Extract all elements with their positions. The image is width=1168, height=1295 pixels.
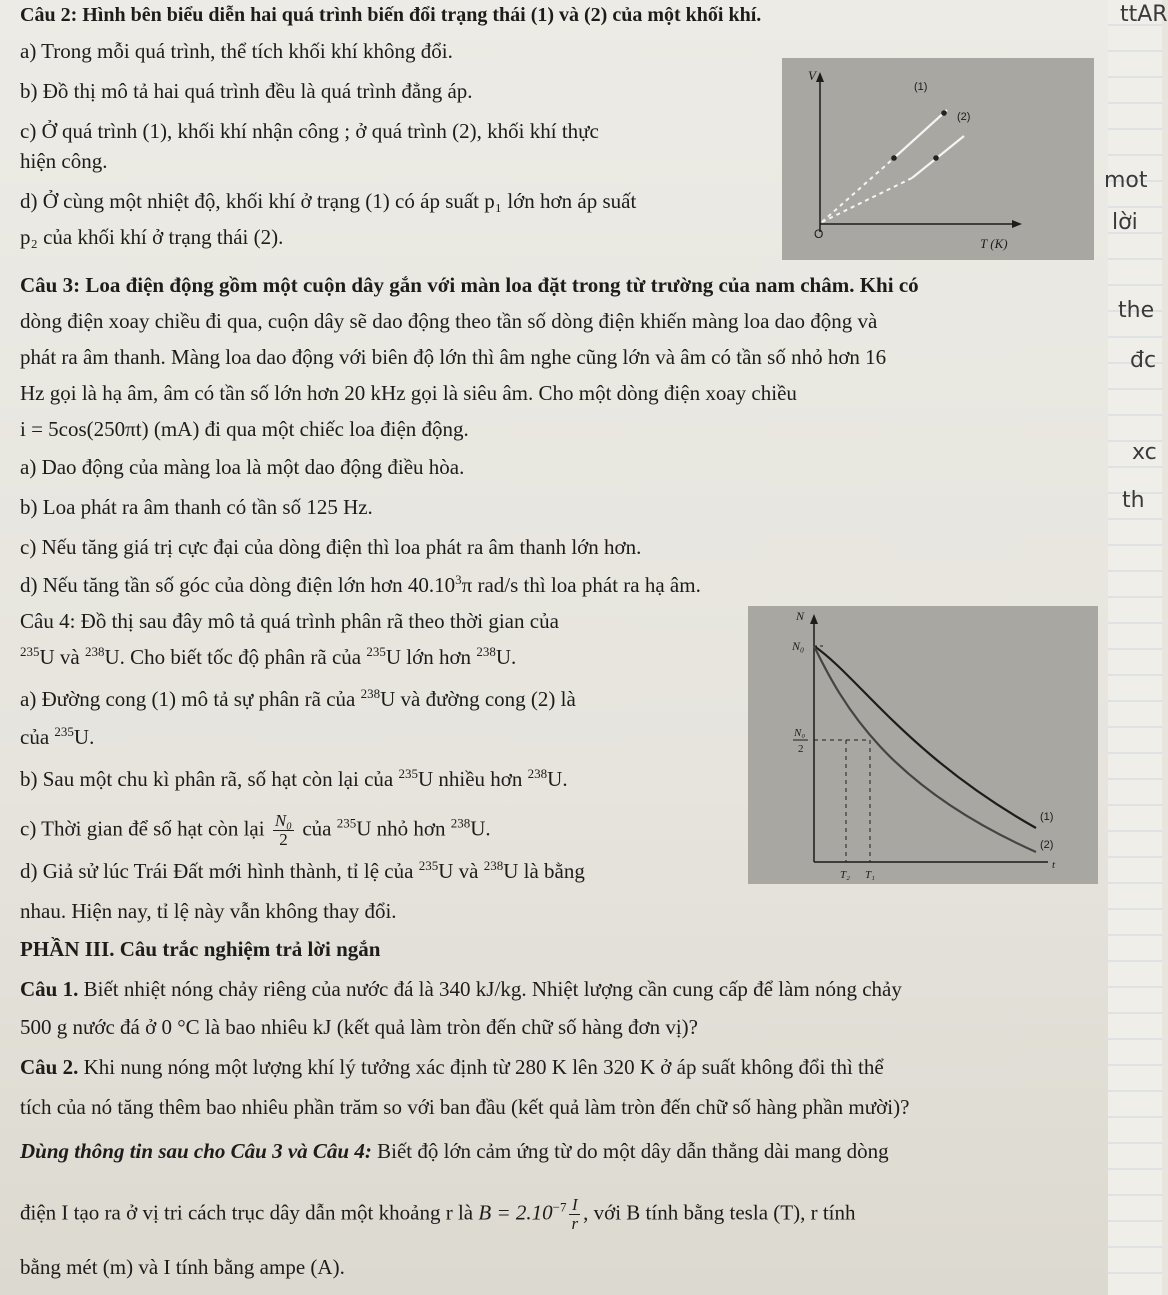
- q3-stem-text: Câu 3: Loa điện động gồm một cuộn dây gắn với màn loa đặt trong từ trường của nam châm. Khi có: [20, 273, 919, 297]
- q3-option-c: c) Nếu tăng giá trị cực đại của dòng điện thì loa phát ra âm thanh lớn hơn.: [20, 535, 642, 559]
- q4-graph-svg: [748, 606, 1098, 884]
- notebook-margin: [1104, 0, 1168, 1295]
- q4-option-a-cont: của $^{235}$U.: [20, 724, 95, 749]
- q3-d-text-end: π rad/s thì loa phát ra hạ âm.: [461, 573, 701, 597]
- q4-y-label: N: [796, 609, 805, 623]
- q4-graph: [748, 606, 1098, 884]
- q4-option-b: b) Sau một chu kì phân rã, số hạt còn lại của $^{235}$U nhiều hơn $^{238}$U.: [20, 766, 568, 791]
- margin-note: the: [1118, 298, 1155, 323]
- q2-graph-svg: [782, 58, 1094, 260]
- q3-d-text: d) Nếu tăng tần số góc của dòng điện lớn hơn 40.10: [20, 573, 456, 597]
- q4-c-fraction: $\frac{\text{N₀}}{2}$: [274, 811, 293, 849]
- q4-stem-text: Câu 4: Đồ thị sau đây mô tả quá trình phân rã theo thời gian của: [20, 609, 559, 633]
- q2-line1-point: [891, 155, 897, 161]
- p3-info-cont: bằng mét (m) và I tính bằng ampe (A).: [20, 1255, 345, 1279]
- q4-label-curve2: (2): [1040, 839, 1054, 851]
- q2-title: Câu 2: Hình bên biểu diễn hai quá trình biến đổi trạng thái (1) và (2) của một khối khí.: [20, 4, 762, 26]
- q4-option-d: d) Giả sử lúc Trái Đất mới hình thành, tỉ lệ của $^{235}$U và $^{238}$U là bằng: [20, 858, 585, 883]
- q4-label-curve1: (1): [1040, 811, 1054, 823]
- q3-d-exponent: 3: [455, 572, 462, 587]
- margin-note: lời: [1112, 210, 1138, 235]
- q4-curve1: [814, 646, 1036, 828]
- p3-q2-cont: tích của nó tăng thêm bao nhiêu phần trăm so với ban đầu (kết quả làm tròn đến chữ số hàng phần mười)?: [20, 1095, 910, 1119]
- q2-y-arrow: [816, 72, 824, 82]
- part3-heading: PHẦN III. Câu trắc nghiệm trả lời ngắn: [20, 937, 381, 961]
- q2-line1-extrapolation: [822, 158, 894, 222]
- q2-x-arrow: [1012, 220, 1022, 228]
- q3-option-a: a) Dao động của màng loa là một dao động điều hòa.: [20, 455, 465, 479]
- q3-stem-line: i = 5cos(250πt) (mA) đi qua một chiếc loa điện động.: [20, 417, 469, 441]
- q3-option-b: b) Loa phát ra âm thanh có tần số 125 Hz.: [20, 495, 373, 519]
- p3-q1-cont: 500 g nước đá ở 0 °C là bao nhiêu kJ (kết quả làm tròn đến chữ số hàng đơn vị)?: [20, 1015, 698, 1039]
- q2-origin-label: O: [814, 227, 824, 241]
- q4-t1-label: T₁: [865, 869, 875, 881]
- q3-stem-line: Hz gọi là hạ âm, âm có tần số lớn hơn 20 kHz gọi là siêu âm. Cho một dòng điện xoay chiều: [20, 381, 797, 405]
- q2-option-d-cont: p₂ của khối khí ở trạng thái (2).: [20, 225, 284, 249]
- p3-info: Dùng thông tin sau cho Câu 3 và Câu 4: Biết độ lớn cảm ứng từ do một dây dẫn thẳng dài mang dòng: [20, 1139, 889, 1163]
- q4-option-d-cont: nhau. Hiện nay, tỉ lệ này vẫn không thay đổi.: [20, 899, 397, 923]
- q2-line2-extrapolation: [822, 178, 912, 222]
- q4-stem: [20, 608, 559, 634]
- p3-info-formula-line: điện I tạo ra ở vị tri cách trục dây dẫn một khoảng r là $B = 2.10^{-7}$ $\frac{I}{r}$ , với B tính bằng tesla (T), r tính: [20, 1195, 856, 1233]
- q4-t2-label: T₂: [840, 869, 850, 881]
- p3-q1: Câu 1. Biết nhiệt nóng chảy riêng của nước đá là 340 kJ/kg. Nhiệt lượng cần cung cấp để làm nóng chảy: [20, 977, 902, 1001]
- q4-n0-label: N₀: [792, 639, 805, 653]
- q2-line1-point: [941, 110, 947, 116]
- margin-note: ttAR: [1120, 2, 1168, 27]
- margin-note: đc: [1130, 348, 1157, 373]
- margin-note: xc: [1132, 440, 1157, 465]
- q2-option-a: a) Trong mỗi quá trình, thể tích khối khí không đổi.: [20, 39, 453, 63]
- q2-label-line1: (1): [914, 81, 928, 93]
- p3-q2: Câu 2. Khi nung nóng một lượng khí lý tưởng xác định từ 280 K lên 320 K ở áp suất không đổi thì thể: [20, 1055, 884, 1079]
- q2-graph: [782, 58, 1094, 260]
- q2-line2-point: [933, 155, 939, 161]
- margin-note: th: [1122, 488, 1145, 513]
- q3-stem-line: [20, 272, 919, 298]
- q3-stem-line: dòng điện xoay chiều đi qua, cuộn dây sẽ dao động theo tần số dòng điện khiến màng loa dao động và: [20, 309, 878, 333]
- q2-option-d: d) Ở cùng một nhiệt độ, khối khí ở trạng (1) có áp suất p₁ lớn hơn áp suất: [20, 189, 637, 213]
- q4-x-label: t: [1052, 859, 1056, 871]
- q4-stem-line2: $^{235}$U và $^{238}$U. Cho biết tốc độ phân rã của $^{235}$U lớn hơn $^{238}$U.: [20, 644, 517, 669]
- margin-note: mot: [1104, 168, 1148, 193]
- q2-label-line2: (2): [957, 111, 971, 123]
- q2-x-label: T (K): [980, 236, 1008, 251]
- q4-option-a: a) Đường cong (1) mô tả sự phân rã của $^{238}$U và đường cong (2) là: [20, 686, 576, 711]
- q2-option-c-cont: hiện công.: [20, 149, 108, 173]
- q4-y-arrow: [810, 614, 818, 624]
- formula: B = 2.10: [478, 1200, 553, 1225]
- q3-stem-line: phát ra âm thanh. Màng loa dao động với biên độ lớn thì âm nghe cũng lớn và âm có tần số nhỏ hơn 16: [20, 345, 887, 369]
- q4-option-c: c) Thời gian để số hạt còn lại $\frac{\text{N₀}}{2}$ của $^{235}$U nhỏ hơn $^{238}$U.: [20, 811, 491, 849]
- q2-option-b: b) Đồ thị mô tả hai quá trình đều là quá trình đẳng áp.: [20, 79, 473, 103]
- q4-half-label-num: N₀: [794, 727, 806, 739]
- q4-half-label-den: 2: [798, 743, 804, 755]
- q2-line1: [894, 110, 947, 158]
- q2-y-label: V: [808, 68, 816, 83]
- q3-option-d: [20, 572, 701, 598]
- formula-fraction: $\frac{I}{r}$: [571, 1195, 579, 1233]
- q2-option-c: c) Ở quá trình (1), khối khí nhận công ; ở quá trình (2), khối khí thực: [20, 119, 599, 143]
